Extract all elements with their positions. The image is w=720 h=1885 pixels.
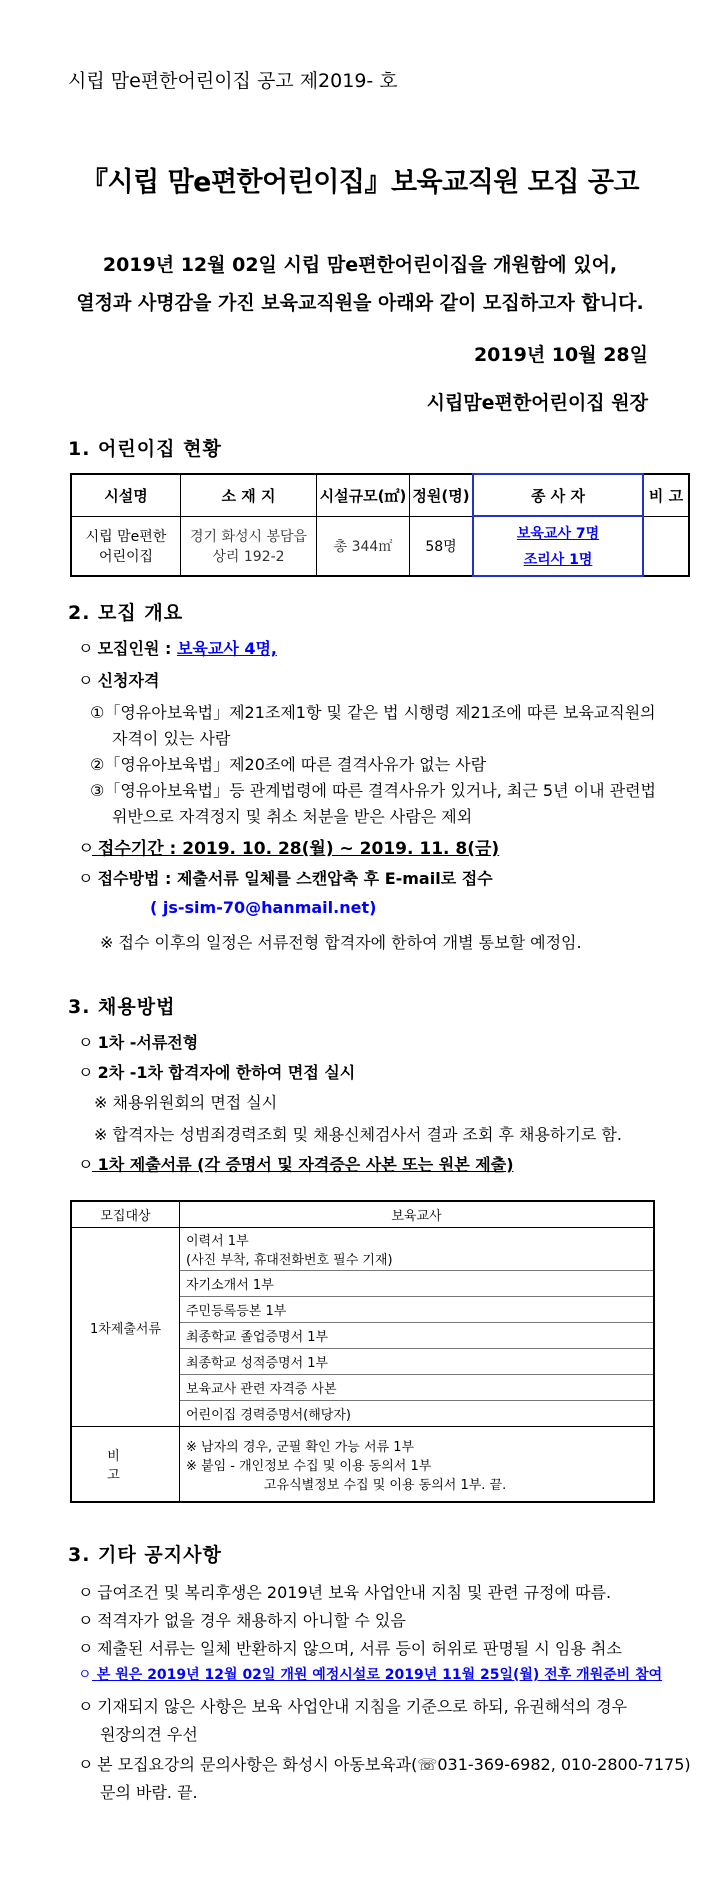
notice-item-1-text: 급여조건 및 복리후생은 2019년 보육 사업안내 지침 및 관련 규정에 따름. [97, 1583, 612, 1602]
remark-line-2: ※ 붙임 - 개인정보 수집 및 이용 동의서 1부 [186, 1458, 432, 1474]
bullet-circle: ㅇ [78, 1063, 94, 1082]
page-title: 『시립 맘e편한어린이집』보육교직원 모집 공고 [81, 167, 639, 198]
remark-line-1: ※ 남자의 경우, 군필 확인 가능 서류 1부 [186, 1439, 415, 1455]
notice-item-4-text: 본 원은 2019년 12월 02일 개원 예정시설로 2019년 11월 25일(월) 전후 개원준비 참여 [96, 1667, 663, 1683]
bullet-circle: ㅇ [78, 1155, 94, 1174]
doc-item: 어린이집 경력증명서(해당자) [180, 1401, 655, 1427]
cell-note [643, 516, 689, 576]
cell-capacity: 58명 [410, 516, 474, 576]
recruit-count [78, 636, 277, 659]
application-period-text: 접수기간 : 2019. 10. 28(월) ~ 2019. 11. 8(금) [97, 839, 500, 859]
cell-facility-name [71, 516, 181, 576]
qualification-1a: ①「영유아보육법」제21조제1항 및 같은 법 시행령 제21조에 따른 보육교직원의 [90, 703, 656, 722]
doc-item: 보육교사 관련 자격증 사본 [180, 1375, 655, 1401]
notice-item-5-text: 기재되지 않은 사항은 보육 사업안내 지침을 기준으로 하되, 유권해석의 경우 [97, 1697, 628, 1716]
intro-line-2: 열정과 사명감을 가진 보육교직원을 아래와 같이 모집하고자 합니다. [76, 292, 644, 314]
docs-heading-text: 1차 제출서류 (각 증명서 및 자격증은 사본 또는 원본 제출) [97, 1155, 514, 1174]
col-size: 시설규모(㎡) [317, 474, 410, 516]
facility-table [70, 473, 690, 577]
cell-address [181, 516, 317, 576]
step-2-text: 2차 -1차 합격자에 한하여 면접 실시 [97, 1063, 356, 1082]
facility-name-line2: 어린이집 [98, 548, 154, 565]
bullet-circle: ㅇ [78, 1583, 94, 1602]
notice-item-6 [78, 1752, 691, 1775]
notice-item-2 [78, 1608, 406, 1631]
col-note: 비 고 [643, 474, 689, 516]
docs-heading [78, 1152, 514, 1175]
notice-item-6b: 문의 바람. 끝. [100, 1783, 198, 1802]
step-1 [78, 1030, 198, 1053]
application-method-text: 접수방법 : 제출서류 일체를 스캔압축 후 E-mail로 접수 [97, 869, 493, 888]
qualification-2: ②「영유아보육법」제20조에 따른 결격사유가 없는 사람 [90, 755, 487, 774]
docs-group-label: 1차제출서류 [71, 1228, 180, 1427]
application-period [78, 834, 499, 859]
staff-teachers: 보육교사 7명 [516, 526, 600, 542]
application-method [78, 866, 493, 889]
address-line1: 경기 화성시 봉담읍 [189, 528, 308, 545]
section-4-heading: 3. 기타 공지사항 [68, 1544, 222, 1566]
notice-number: 시립 맘e편한어린이집 공고 제2019- 호 [68, 70, 398, 92]
notice-item-2-text: 적격자가 없을 경우 채용하지 아니할 수 있음 [97, 1611, 406, 1630]
step-2 [78, 1060, 355, 1083]
facility-name-line1: 시립 맘e편한 [85, 528, 167, 545]
qualification-3b: 위반으로 자격정지 및 취소 처분을 받은 사람은 제외 [112, 807, 473, 826]
cell-size: 총 344㎡ [317, 516, 410, 576]
docs-remark [180, 1427, 655, 1503]
bullet-circle: ㅇ [78, 1755, 94, 1774]
documents-table [70, 1200, 655, 1503]
notice-item-5 [78, 1694, 627, 1717]
interview-note: ※ 채용위원회의 면접 실시 [94, 1093, 278, 1112]
notice-item-4 [78, 1664, 662, 1684]
schedule-note: ※ 접수 이후의 일정은 서류전형 합격자에 한하여 개별 통보할 예정임. [100, 933, 582, 952]
doc-resume-text: 이력서 1부 [186, 1234, 249, 1249]
doc-resume-detail: (사진 부착, 휴대전화번호 필수 기재) [186, 1253, 393, 1268]
bullet-circle: ㅇ [78, 1639, 94, 1658]
bullet-circle: ㅇ [78, 671, 94, 690]
col-capacity: 정원(명) [410, 474, 474, 516]
section-1-heading: 1. 어린이집 현황 [68, 438, 222, 460]
section-3-heading: 3. 채용방법 [68, 996, 176, 1018]
qualification-3a: ③「영유아보육법」등 관계법령에 따른 결격사유가 있거나, 최근 5년 이내 관련법 [90, 781, 656, 800]
step-1-text: 1차 -서류전형 [97, 1033, 199, 1052]
recruit-value: 보육교사 4명, [176, 639, 278, 658]
bullet-circle: ㅇ [78, 869, 94, 888]
docs-remark-label: 비 고 [71, 1427, 180, 1503]
notice-date: 2019년 10월 28일 [473, 344, 648, 366]
bullet-circle: ㅇ [78, 1697, 94, 1716]
remark-line-3: 고유식별정보 수집 및 이용 동의서 1부. 끝. [264, 1477, 507, 1493]
signer: 시립맘e편한어린이집 원장 [426, 392, 648, 414]
docs-col-target: 모집대상 [71, 1201, 180, 1228]
bullet-circle: ㅇ [78, 1033, 94, 1052]
bullet-circle: ㅇ [78, 1611, 94, 1630]
doc-item: 최종학교 성적증명서 1부 [180, 1349, 655, 1375]
notice-item-3-text: 제출된 서류는 일체 반환하지 않으며, 서류 등이 허위로 판명될 시 임용 취소 [97, 1639, 622, 1658]
notice-item-6-text: 본 모집요강의 문의사항은 화성시 아동보육과(☏031-369-6982, 010-2800-7175) [97, 1755, 691, 1774]
bullet-circle: ㅇ [78, 639, 94, 658]
intro-line-1: 2019년 12월 02일 시립 맘e편한어린이집을 개원함에 있어, [102, 254, 618, 276]
notice-item-3 [78, 1636, 622, 1659]
qualification-heading [78, 668, 159, 691]
qualification-label: 신청자격 [97, 671, 160, 690]
bullet-circle: ㅇ [78, 1667, 92, 1683]
notice-item-1 [78, 1580, 611, 1603]
staff-cook: 조리사 1명 [523, 552, 593, 568]
recruit-label: 모집인원 : [97, 639, 172, 658]
section-2-heading: 2. 모집 개요 [68, 602, 184, 624]
doc-item: 자기소개서 1부 [180, 1271, 655, 1297]
col-address: 소 재 지 [181, 474, 317, 516]
col-staff: 종 사 자 [473, 474, 643, 516]
hiring-note: ※ 합격자는 성범죄경력조회 및 채용신체검사서 결과 조회 후 채용하기로 함. [94, 1125, 622, 1144]
doc-item: 최종학교 졸업증명서 1부 [180, 1323, 655, 1349]
notice-item-5b: 원장의견 우선 [100, 1725, 198, 1744]
docs-col-teacher: 보육교사 [180, 1201, 655, 1228]
cell-staff [473, 516, 643, 576]
qualification-1b: 자격이 있는 사람 [112, 729, 231, 748]
address-line2: 상리 192-2 [212, 548, 285, 565]
col-facility-name: 시설명 [71, 474, 181, 516]
bullet-circle: ㅇ [78, 839, 95, 859]
doc-item: 주민등록등본 1부 [180, 1297, 655, 1323]
application-email[interactable]: ( js-sim-70@hanmail.net) [150, 898, 377, 917]
doc-item-resume [180, 1228, 655, 1271]
